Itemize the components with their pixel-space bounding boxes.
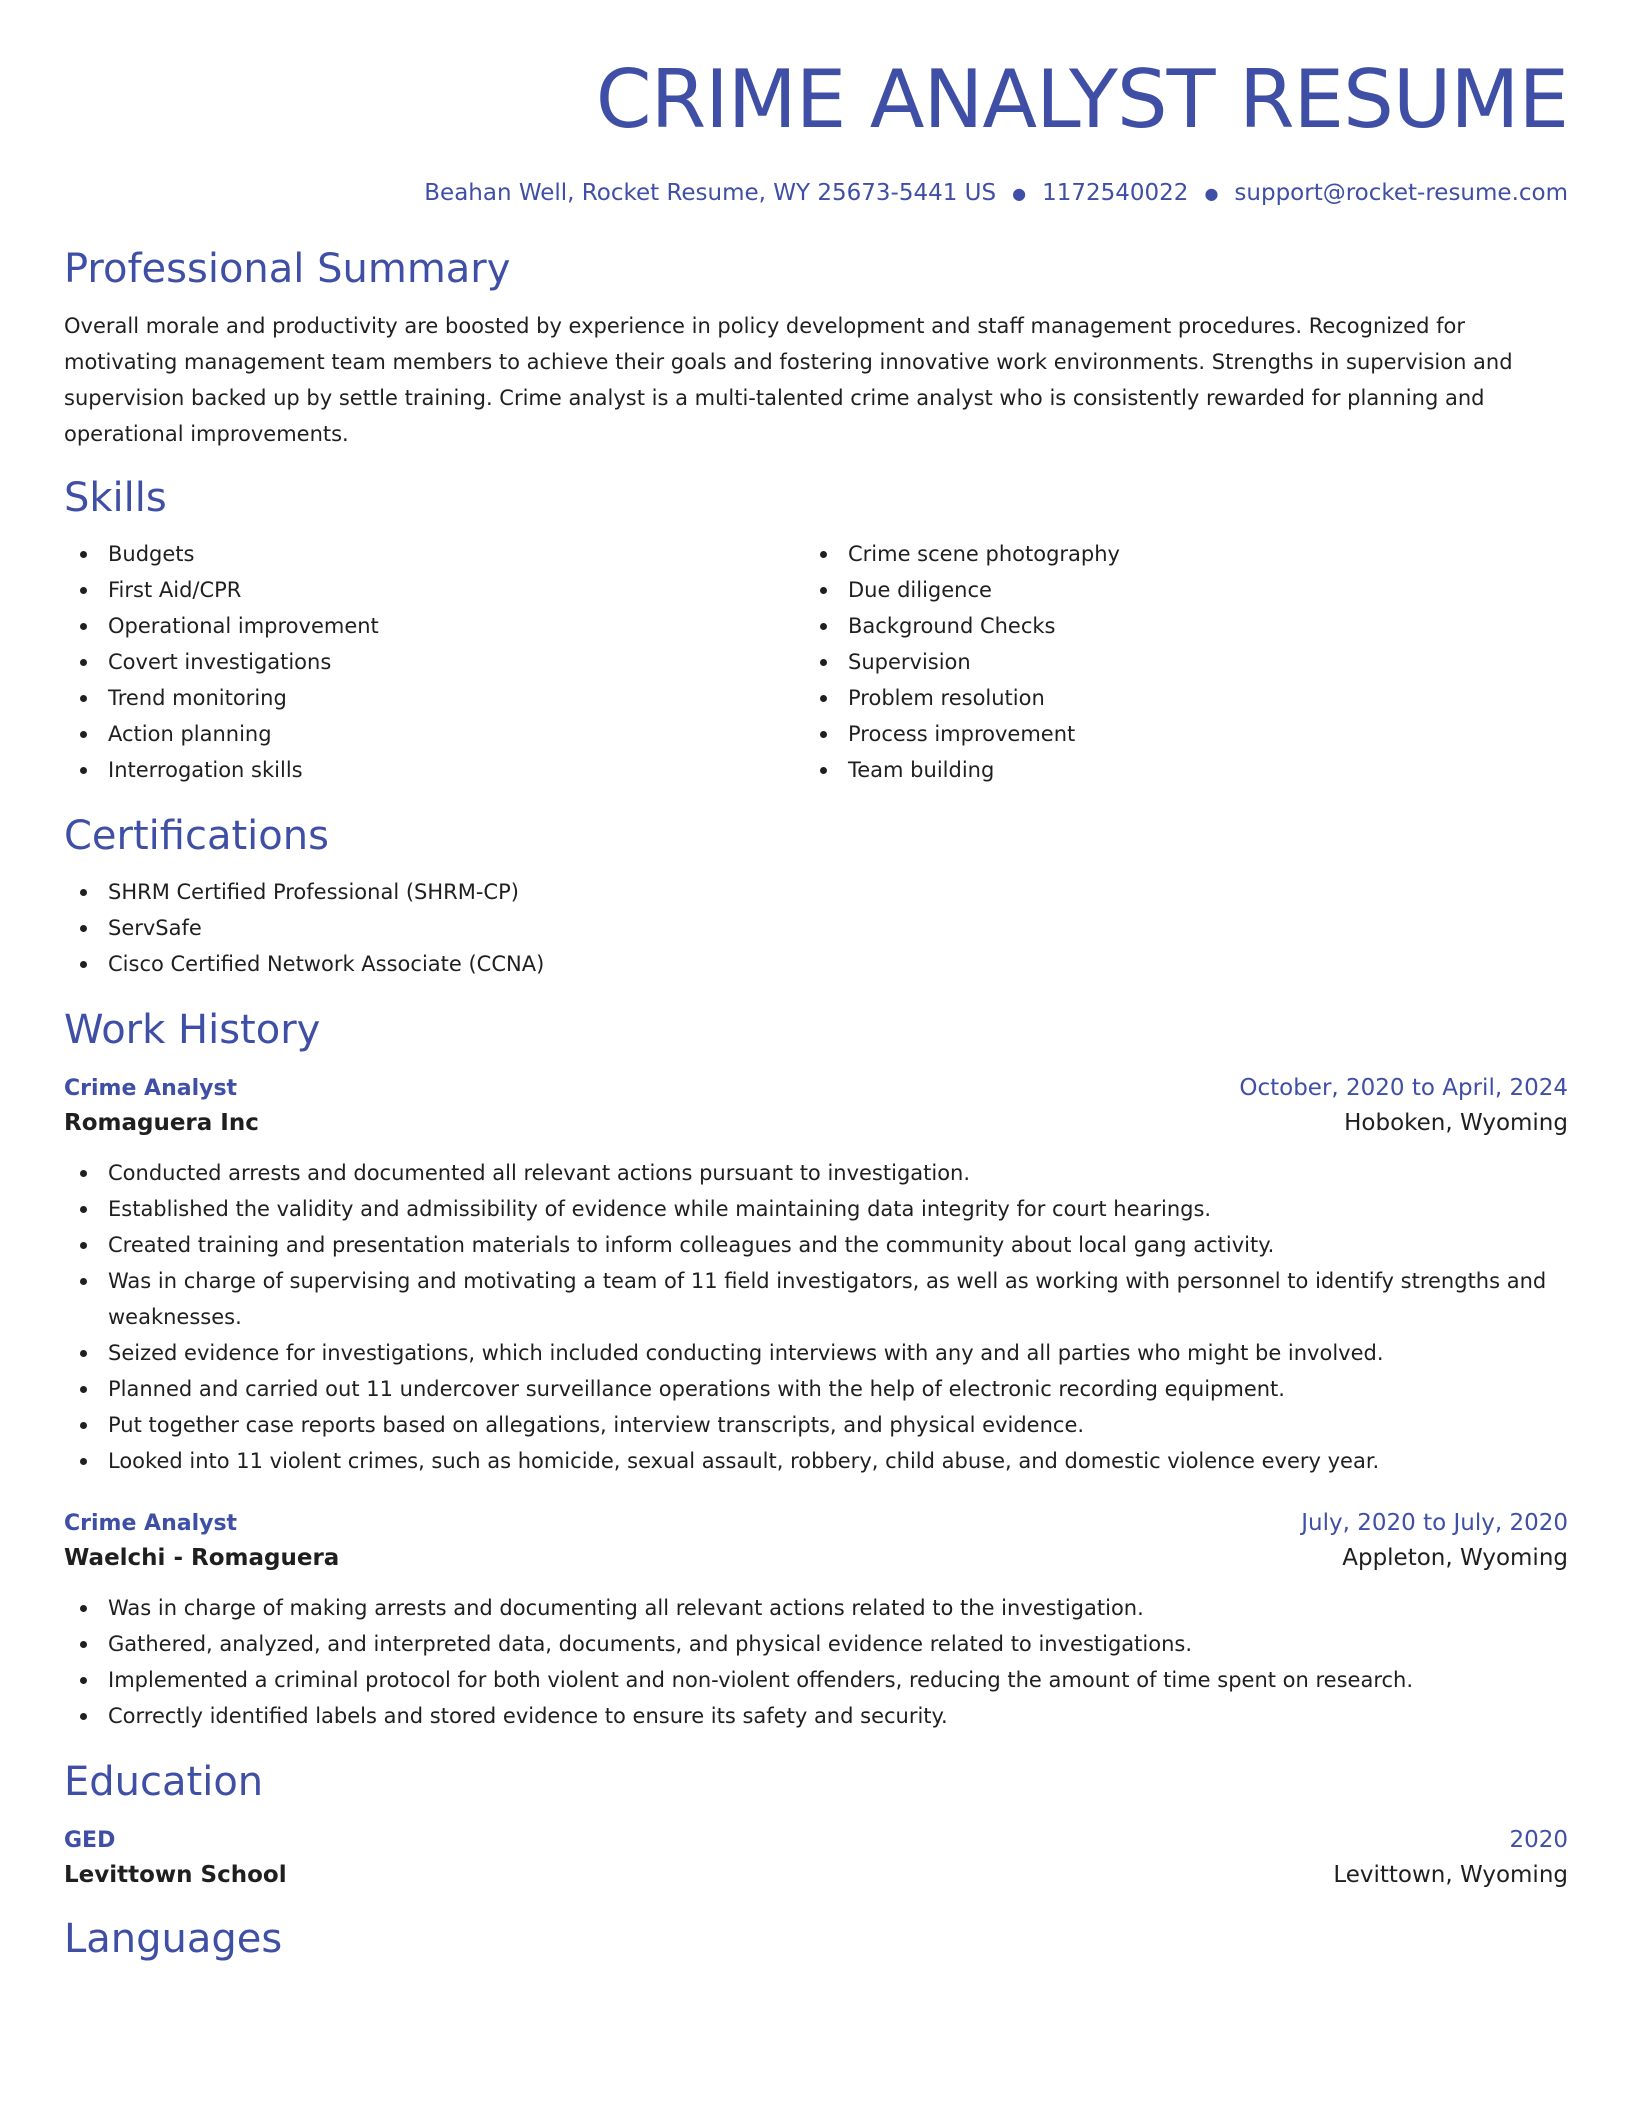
job-bullet: Gathered, analyzed, and interpreted data, documents, and physical evidence related to investigations. (108, 1626, 1568, 1662)
job-entry (64, 1507, 1568, 1734)
education-school-row (64, 1857, 1568, 1893)
certifications-section (64, 812, 1568, 982)
skills-list-left (64, 536, 804, 788)
skill-item: Process improvement (848, 716, 1544, 752)
skill-item: Problem resolution (848, 680, 1544, 716)
skill-item: Operational improvement (108, 608, 804, 644)
skill-item: Action planning (108, 716, 804, 752)
education-location: Levittown, Wyoming (1333, 1861, 1568, 1888)
job-bullet: Seized evidence for investigations, which included conducting interviews with any and all parties who might be involved. (108, 1335, 1568, 1371)
contact-email[interactable]: support@rocket-resume.com (1234, 180, 1568, 206)
education-heading: Education (64, 1758, 264, 1805)
certification-item: SHRM Certified Professional (SHRM-CP) (108, 874, 1568, 910)
skill-item: Trend monitoring (108, 680, 804, 716)
job-company-row (64, 1540, 1568, 1576)
job-title-row (64, 1072, 1568, 1105)
contact-phone: 1172540022 (1042, 180, 1189, 206)
job-bullet: Correctly identified labels and stored evidence to ensure its safety and security. (108, 1698, 1568, 1734)
job-bullet: Was in charge of making arrests and documenting all relevant actions related to the investigation. (108, 1590, 1568, 1626)
skill-item: Budgets (108, 536, 804, 572)
education-year: 2020 (1509, 1826, 1568, 1853)
job-location: Hoboken, Wyoming (1344, 1109, 1568, 1136)
job-title-row (64, 1507, 1568, 1540)
job-bullet: Conducted arrests and documented all relevant actions pursuant to investigation. (108, 1155, 1568, 1191)
skill-item: Supervision (848, 644, 1544, 680)
bullet-separator-icon: ● (1204, 183, 1219, 203)
job-bullets (64, 1590, 1568, 1734)
skills-list-right (804, 536, 1544, 788)
job-bullets (64, 1155, 1568, 1479)
job-bullet: Established the validity and admissibility of evidence while maintaining data integrity for court hearings. (108, 1191, 1568, 1227)
job-entry (64, 1072, 1568, 1479)
skill-item: Interrogation skills (108, 752, 804, 788)
skill-item: Covert investigations (108, 644, 804, 680)
summary-section (64, 245, 1568, 452)
job-dates: October, 2020 to April, 2024 (1239, 1074, 1568, 1101)
job-bullet: Put together case reports based on allegations, interview transcripts, and physical evidence. (108, 1407, 1568, 1443)
certifications-heading: Certifications (64, 812, 329, 859)
skill-item: Crime scene photography (848, 536, 1544, 572)
skills-heading: Skills (64, 474, 167, 521)
skill-item: First Aid/CPR (108, 572, 804, 608)
work-history-heading: Work History (64, 1006, 321, 1053)
job-company: Waelchi - Romaguera (64, 1544, 340, 1571)
skill-item: Team building (848, 752, 1544, 788)
job-bullet: Looked into 11 violent crimes, such as homicide, sexual assault, robbery, child abuse, and domestic violence every year. (108, 1443, 1568, 1479)
certification-item: Cisco Certified Network Associate (CCNA) (108, 946, 1568, 982)
bullet-separator-icon: ● (1012, 183, 1027, 203)
job-bullet: Planned and carried out 11 undercover surveillance operations with the help of electronic recording equipment. (108, 1371, 1568, 1407)
job-title: Crime Analyst (64, 1075, 238, 1101)
job-company: Romaguera Inc (64, 1109, 259, 1136)
resume-header (64, 0, 1568, 209)
job-location: Appleton, Wyoming (1342, 1544, 1568, 1571)
languages-section (64, 1915, 1568, 1963)
summary-heading: Professional Summary (64, 245, 511, 292)
job-bullet: Was in charge of supervising and motivating a team of 11 field investigators, as well as working with personnel to identify strengths and weaknesses. (108, 1263, 1568, 1335)
education-degree-row (64, 1824, 1568, 1857)
contact-line (64, 178, 1568, 209)
job-dates: July, 2020 to July, 2020 (1301, 1509, 1568, 1536)
resume-name: CRIME ANALYST RESUME (595, 53, 1568, 146)
education-school: Levittown School (64, 1861, 287, 1888)
skills-grid (64, 536, 1568, 788)
education-section (64, 1758, 1568, 1893)
contact-address: Beahan Well, Rocket Resume, WY 25673-5441 US (424, 180, 997, 206)
certifications-list (64, 874, 1568, 982)
languages-heading: Languages (64, 1915, 283, 1962)
summary-text: Overall morale and productivity are boosted by experience in policy development and staff management procedures. Recognized for motivating management team members to achieve their goals and fostering innovative work environments. Strengths in supervision and supervision backed up by settle training. Crime analyst is a multi-talented crime analyst who is consistently rewarded for planning and operational improvements. (64, 313, 1513, 446)
work-history-section (64, 1006, 1568, 1734)
skills-section (64, 474, 1568, 788)
job-title: Crime Analyst (64, 1510, 238, 1536)
certification-item: ServSafe (108, 910, 1568, 946)
job-bullet: Created training and presentation materials to inform colleagues and the community about local gang activity. (108, 1227, 1568, 1263)
skill-item: Background Checks (848, 608, 1544, 644)
education-degree: GED (64, 1827, 116, 1853)
job-bullet: Implemented a criminal protocol for both violent and non-violent offenders, reducing the amount of time spent on research. (108, 1662, 1568, 1698)
education-entry (64, 1824, 1568, 1893)
job-company-row (64, 1105, 1568, 1141)
skill-item: Due diligence (848, 572, 1544, 608)
